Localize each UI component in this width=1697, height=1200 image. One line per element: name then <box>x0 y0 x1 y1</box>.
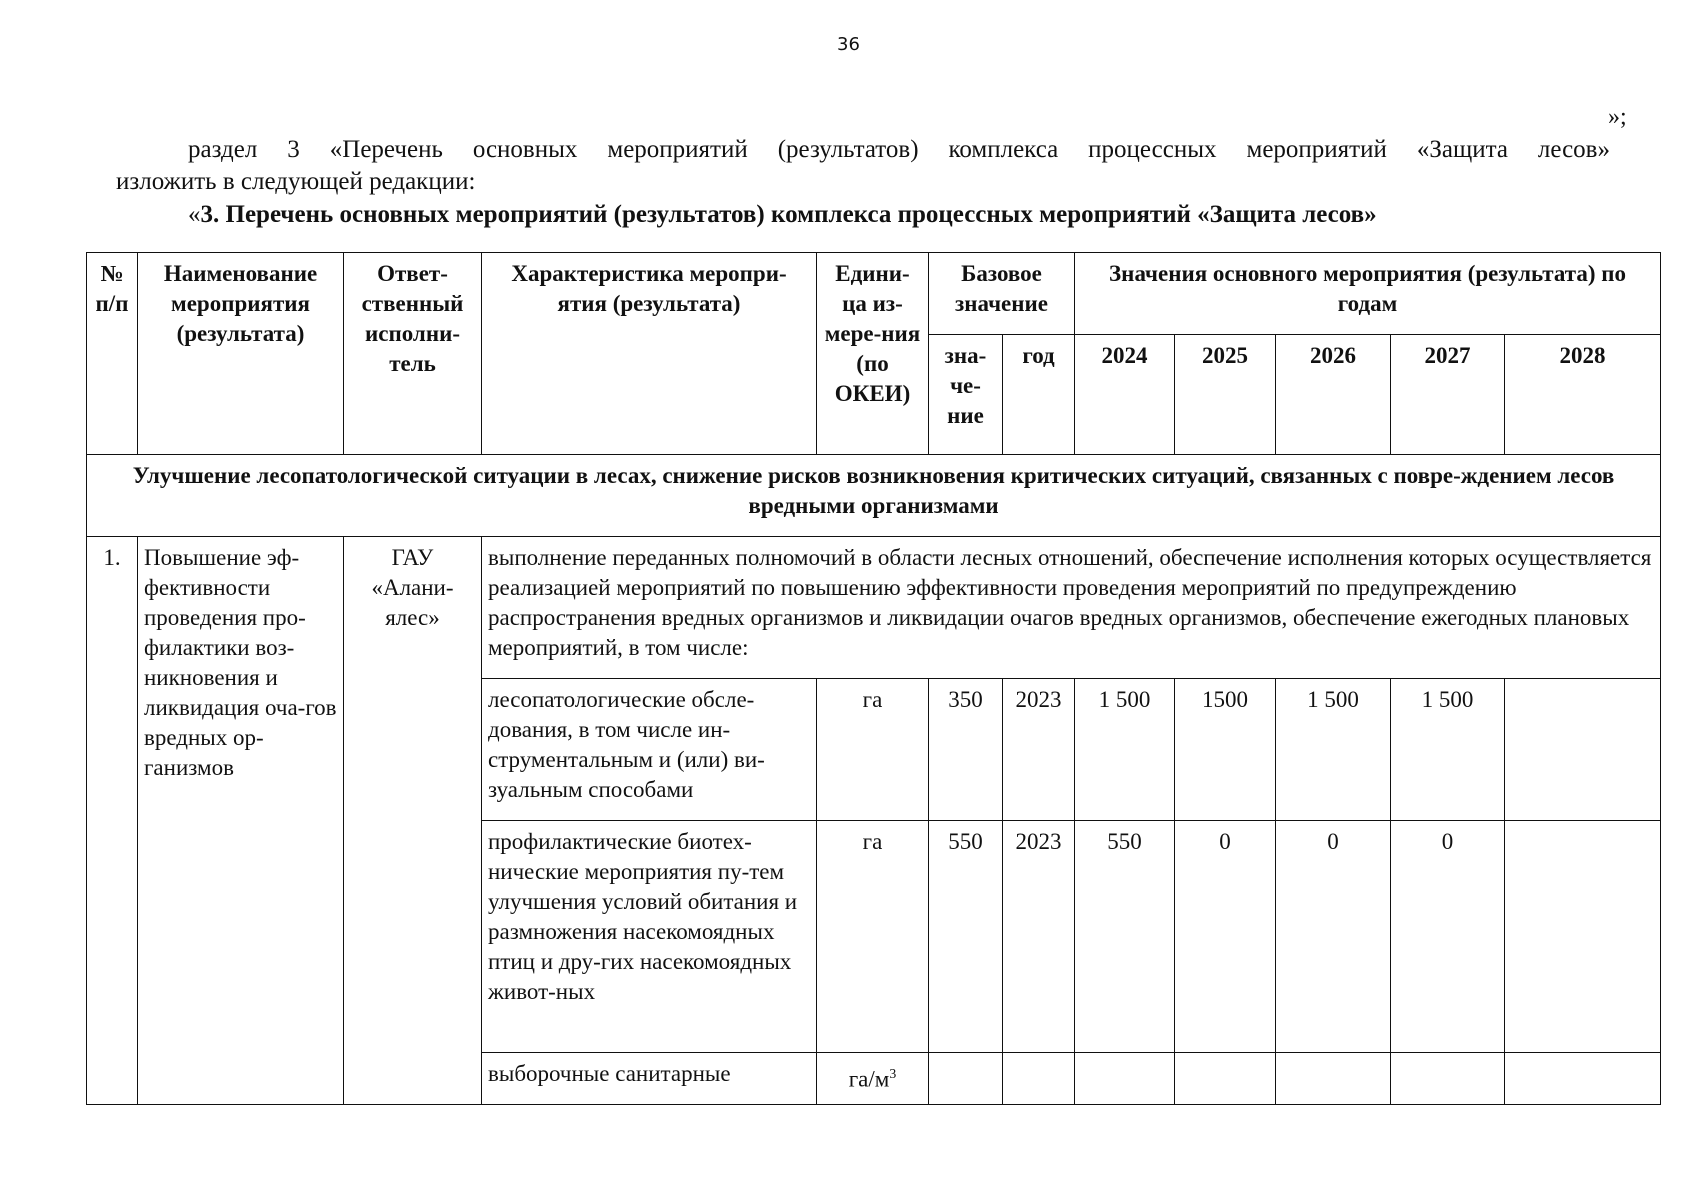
item-row <box>87 537 1661 679</box>
header-name: Наименование мероприятия (результата) <box>138 253 344 455</box>
section-title <box>116 199 1610 231</box>
subrow-3-unit: га/м <box>848 1066 890 1092</box>
subrow-3-value-2026 <box>1276 1053 1391 1105</box>
subrow-1-value-2026: 1 500 <box>1276 679 1391 821</box>
subrow-3-value-2025 <box>1175 1053 1276 1105</box>
section-title-quote: « <box>188 201 201 228</box>
header-base-year: год <box>1003 335 1075 455</box>
section-row <box>87 455 1661 537</box>
header-values-by-year: Значения основного мероприятия (результата) по годам <box>1075 253 1661 335</box>
subrow-2-value-2025: 0 <box>1175 821 1276 1053</box>
header-responsible: Ответ-ственный исполни-тель <box>344 253 482 455</box>
subrow-2-value-2024: 550 <box>1075 821 1175 1053</box>
header-unit: Едини-ца из-мере-ния (по ОКЕИ) <box>817 253 929 455</box>
header-year-2028: 2028 <box>1505 335 1661 455</box>
subrow-3-value-2024 <box>1075 1053 1175 1105</box>
header-year-2027: 2027 <box>1391 335 1505 455</box>
intro-paragraph <box>116 134 1610 198</box>
header-year-2025: 2025 <box>1175 335 1276 455</box>
subrow-1-value-2027: 1 500 <box>1391 679 1505 821</box>
subrow-1-base-value: 350 <box>929 679 1003 821</box>
item-description: выполнение переданных полномочий в области лесных отношений, обеспечение исполнения которых осуществляется реализацией мероприятий по повышению эффективности проведения мероприятий по предупреждению распространения вредных организмов и ликвидации очагов вредных организмов, обеспечение ежегодных плановых мероприятий, в том числе: <box>482 537 1661 679</box>
subrow-3-base-year <box>1003 1053 1075 1105</box>
subrow-3-value-2028 <box>1505 1053 1661 1105</box>
subrow-2-value-2027: 0 <box>1391 821 1505 1053</box>
subrow-1-unit: га <box>817 679 929 821</box>
subrow-1-value-2025: 1500 <box>1175 679 1276 821</box>
page-number: 36 <box>837 34 860 55</box>
subrow-2-characteristic: профилактические биотех-нические мероприятия пу-тем улучшения условий обитания и размножения насекомоядных птиц и дру-гих насекомоядных живот-ных <box>482 821 817 1053</box>
subrow-3-unit-cell <box>817 1053 929 1105</box>
subrow-2-unit: га <box>817 821 929 1053</box>
subrow-1-base-year: 2023 <box>1003 679 1075 821</box>
subrow-2-base-value: 550 <box>929 821 1003 1053</box>
header-row-1 <box>87 253 1661 335</box>
intro-line-2: изложить в следующей редакции: <box>116 168 476 195</box>
header-characteristic: Характеристика меропри-ятия (результата) <box>482 253 817 455</box>
subrow-3-value-2027 <box>1391 1053 1505 1105</box>
subrow-1-value-2024: 1 500 <box>1075 679 1175 821</box>
header-year-2026: 2026 <box>1276 335 1391 455</box>
subrow-1-value-2028 <box>1505 679 1661 821</box>
subrow-2-value-2026: 0 <box>1276 821 1391 1053</box>
subrow-3-unit-superscript: 3 <box>889 1066 897 1081</box>
header-num: № п/п <box>87 253 138 455</box>
item-num: 1. <box>87 537 138 1105</box>
subrow-3-characteristic: выборочные санитарные <box>482 1053 817 1105</box>
section-row-text: Улучшение лесопатологической ситуации в лесах, снижение рисков возникновения критических ситуаций, связанных с повре-ждением лесов вредными организмами <box>87 455 1661 537</box>
header-year-2024: 2024 <box>1075 335 1175 455</box>
item-responsible: ГАУ «Алани-ялес» <box>344 537 482 1105</box>
intro-line-1: раздел 3 «Перечень основных мероприятий (результатов) комплекса процессных мероприятий «Защита лесов» <box>188 136 1610 163</box>
closing-quote: »; <box>1608 104 1627 130</box>
item-name: Повышение эф-фективности проведения про-филактики воз-никновения и ликвидация оча-гов вредных ор-ганизмов <box>138 537 344 1105</box>
header-base: Базовое значение <box>929 253 1075 335</box>
subrow-1-characteristic: лесопатологические обсле-дования, в том числе ин-струментальным и (или) ви-зуальным способами <box>482 679 817 821</box>
subrow-2-value-2028 <box>1505 821 1661 1053</box>
header-base-value: зна-че-ние <box>929 335 1003 455</box>
subrow-3-base-value <box>929 1053 1003 1105</box>
activities-table <box>86 252 1661 1105</box>
section-title-text: 3. Перечень основных мероприятий (результатов) комплекса процессных мероприятий «Защита лесов» <box>200 201 1377 228</box>
subrow-2-base-year: 2023 <box>1003 821 1075 1053</box>
